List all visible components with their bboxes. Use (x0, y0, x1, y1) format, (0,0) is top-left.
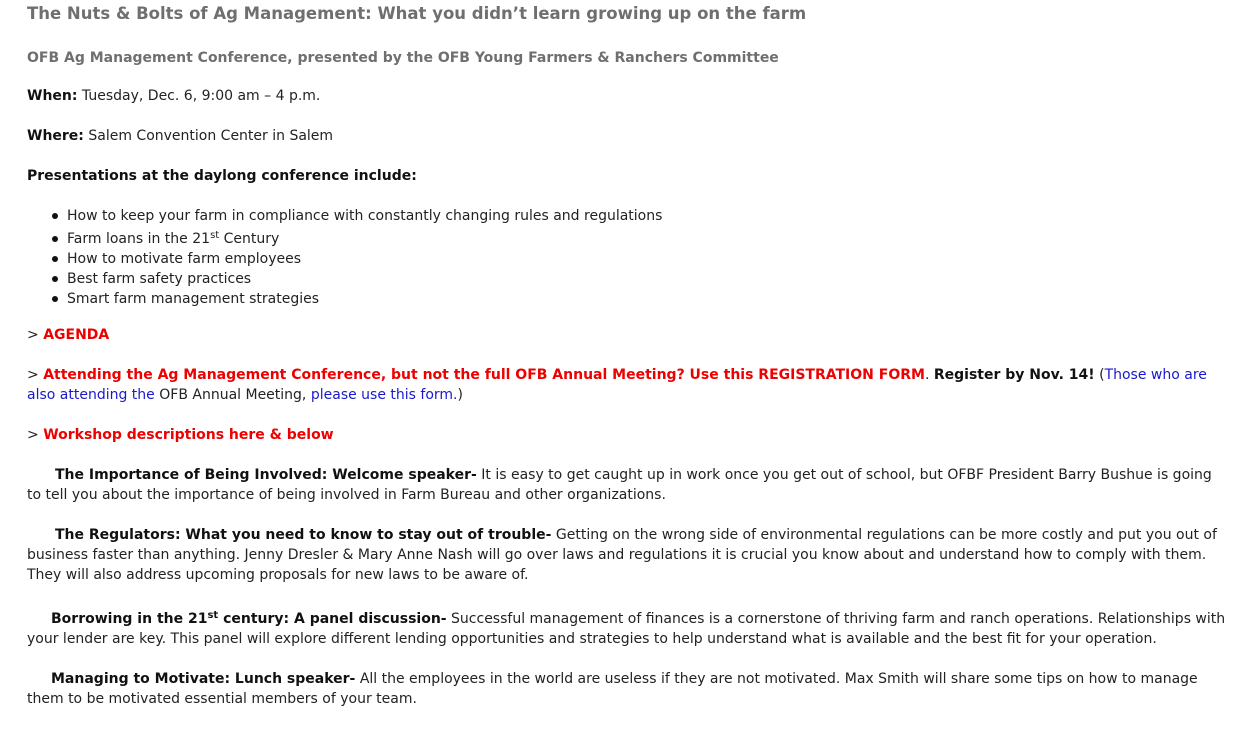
presentation-list (27, 206, 662, 309)
where-line (27, 126, 333, 146)
subtitle: OFB Ag Management Conference, presented by the OFB Young Farmers & Ranchers Committee (27, 50, 779, 66)
registration-paragraph: > Attending the Ag Management Conference, but not the full OFB Annual Meeting? Use this REGISTRATION FORM. Register by Nov. 14! (Those who are also attending the OFB Annual Meeting, please use this form.) (27, 367, 1207, 403)
session-text: Successful management of finances is a cornerstone of thriving farm and ranch operations. Relationships with your lender are key. This panel will explore different lending opportunities and strategies to help understand what is available and the best fit for your operation. (27, 611, 1226, 647)
annual-meeting-link[interactable]: Those who are also attending the (27, 367, 1207, 403)
list-item: Best farm safety practices (27, 269, 662, 289)
bullet-icon (52, 256, 58, 262)
list-item: How to keep your farm in compliance with constantly changing rules and regulations (27, 206, 662, 226)
when-label: When: (27, 88, 78, 104)
page-title: The Nuts & Bolts of Ag Management: What you didn’t learn growing up on the farm (27, 4, 807, 23)
session-text: It is easy to get caught up in work once you get out of school, but OFBF President Barry Bushue is going to tell you about the importance of being involved in Farm Bureau and other organizations. (27, 467, 1212, 503)
session-title: Managing to Motivate: Lunch speaker- (51, 671, 356, 687)
registration-form-link[interactable]: Attending the Ag Management Conference, but not the full OFB Annual Meeting? Use this REGISTRATION FORM (43, 367, 925, 383)
session-title: The Regulators: What you need to know to stay out of trouble- (55, 527, 552, 543)
list-item: How to motivate farm employees (27, 249, 662, 269)
session-title: The Importance of Being Involved: Welcome speaker- (55, 467, 477, 483)
session-involved (27, 465, 1227, 505)
session-text: All the employees in the world are useless if they are not motivated. Max Smith will share some tips on how to manage them to be motivated essential members of your team. (27, 671, 1198, 707)
bullet-icon (52, 276, 58, 282)
agenda-link[interactable]: AGENDA (43, 327, 110, 343)
presentations-heading: Presentations at the daylong conference include: (27, 168, 417, 184)
list-item: Smart farm management strategies (27, 289, 662, 309)
when-line (27, 86, 320, 106)
where-label: Where: (27, 128, 84, 144)
workshops-line: > Workshop descriptions here & below (27, 427, 334, 443)
agenda-line: > AGENDA (27, 327, 110, 343)
bullet-icon (52, 236, 58, 242)
workshop-descriptions-link[interactable]: Workshop descriptions here & below (43, 427, 334, 443)
register-deadline: Register by Nov. 14! (933, 367, 1095, 383)
annual-meeting-form-link[interactable]: please use this form. (310, 387, 458, 403)
session-title: Borrowing in the 21st century: A panel discussion- (51, 610, 447, 627)
when-value: Tuesday, Dec. 6, 9:00 am – 4 p.m. (77, 88, 321, 104)
bullet-icon (52, 213, 58, 219)
list-item: Farm loans in the 21st Century (27, 229, 662, 249)
bullet-icon (52, 296, 58, 302)
session-regulators (27, 525, 1227, 585)
where-value: Salem Convention Center in Salem (83, 128, 334, 144)
session-text: Getting on the wrong side of environmental regulations can be more costly and put you out of business faster than anything. Jenny Dresler & Mary Anne Nash will go over laws and regulations it is crucial you know about and understand how to comply with them. They will also address upcoming proposals for new laws to be aware of. (27, 527, 1217, 583)
session-motivate (27, 669, 1227, 709)
session-borrowing (27, 609, 1227, 649)
